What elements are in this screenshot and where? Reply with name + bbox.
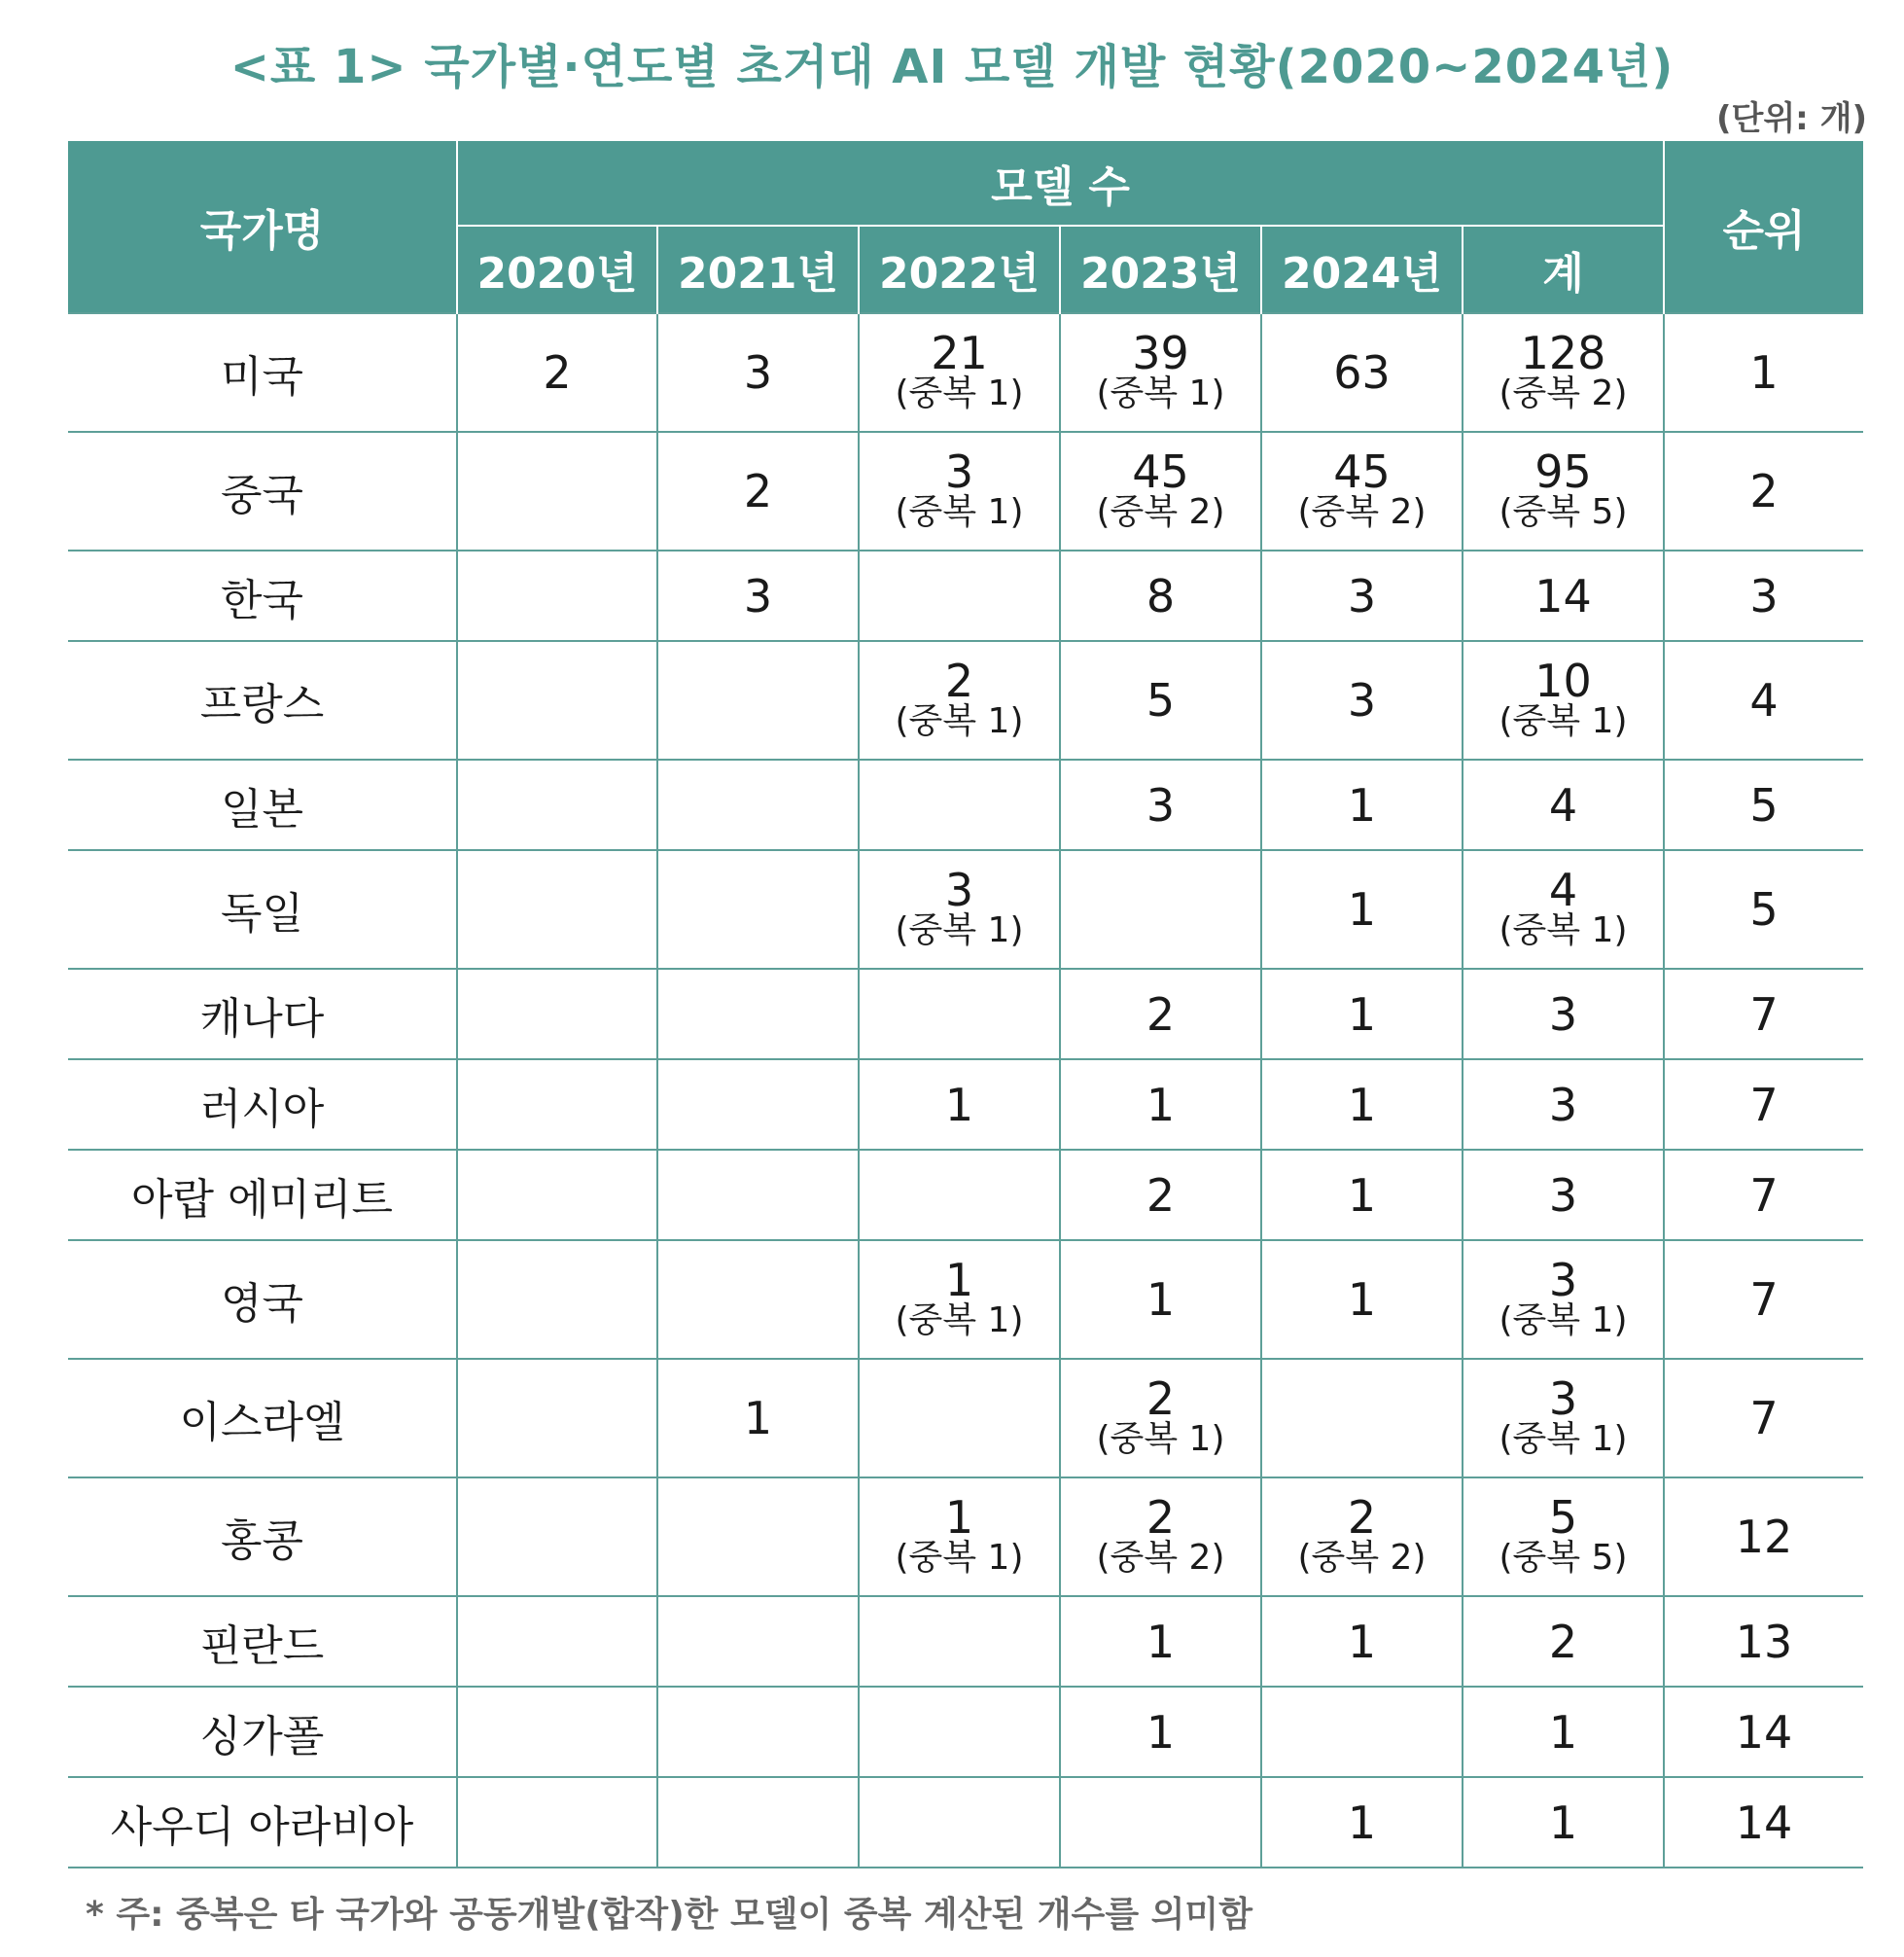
count-value: 3: [1548, 1078, 1578, 1131]
count-value: 3: [1548, 1168, 1578, 1222]
model-count-cell: [657, 1059, 859, 1150]
model-count-cell: [457, 432, 657, 551]
duplicate-count-note: (중복 1): [1499, 1300, 1628, 1340]
table-row: [68, 969, 1863, 1059]
rank-cell: 7: [1664, 969, 1863, 1059]
model-count-cell: [1261, 1777, 1463, 1868]
country-name-cell: 캐나다: [68, 969, 457, 1059]
table-row: [68, 1150, 1863, 1240]
country-name-cell: 프랑스: [68, 641, 457, 760]
model-count-cell: [457, 850, 657, 969]
model-count-cell: [457, 1059, 657, 1150]
model-count-cell: [1060, 850, 1261, 969]
header-country: 국가명: [68, 141, 457, 313]
model-count-cell: [657, 432, 859, 551]
header-rank: 순위: [1664, 141, 1863, 313]
count-value: 1: [1347, 778, 1377, 832]
count-value: 3: [1347, 569, 1377, 623]
model-count-cell: [1261, 1477, 1463, 1596]
duplicate-count-note: (중복 1): [1499, 701, 1628, 741]
country-name-cell: 홍콩: [68, 1477, 457, 1596]
table-row: [68, 641, 1863, 760]
count-value: 4: [1548, 864, 1578, 916]
model-count-cell: [1261, 1240, 1463, 1359]
duplicate-count-note: (중복 5): [1499, 492, 1628, 532]
model-count-cell: [457, 1687, 657, 1777]
model-count-cell: [457, 641, 657, 760]
country-name-cell: 사우디 아라비아: [68, 1777, 457, 1868]
model-count-cell: [1261, 313, 1463, 432]
country-name-cell: 아랍 에미리트: [68, 1150, 457, 1240]
model-count-cell: [457, 313, 657, 432]
model-count-cell: [859, 432, 1060, 551]
model-count-cell: [1060, 432, 1261, 551]
table-row: [68, 1477, 1863, 1596]
model-count-cell: [1261, 1687, 1463, 1777]
count-value: 2: [944, 655, 974, 707]
model-count-cell: [657, 313, 859, 432]
model-count-cell: [859, 1687, 1060, 1777]
model-count-cell: [657, 969, 859, 1059]
count-value: 2: [1146, 1491, 1176, 1544]
model-count-cell: [457, 1477, 657, 1596]
model-count-cell: [1463, 760, 1664, 850]
model-count-cell: [657, 1596, 859, 1687]
model-count-cell: [1060, 1240, 1261, 1359]
count-value: 3: [944, 445, 974, 498]
table-row: [68, 1359, 1863, 1477]
model-count-cell: [457, 551, 657, 641]
rank-cell: 14: [1664, 1777, 1863, 1868]
count-value: 10: [1534, 655, 1592, 707]
model-count-cell: [859, 641, 1060, 760]
model-count-cell: [657, 1240, 859, 1359]
model-count-cell: [1463, 1477, 1664, 1596]
model-count-cell: [657, 1477, 859, 1596]
count-value: 1: [1347, 1273, 1377, 1326]
duplicate-count-note: (중복 2): [1499, 374, 1628, 413]
country-name-cell: 중국: [68, 432, 457, 551]
model-count-cell: [1463, 1687, 1664, 1777]
count-value: 3: [1146, 778, 1176, 832]
model-count-cell: [1463, 313, 1664, 432]
model-count-cell: [1261, 1059, 1463, 1150]
header-year-2023: 2023년: [1060, 226, 1261, 313]
header-year-2021: 2021년: [657, 226, 859, 313]
model-count-cell: [657, 850, 859, 969]
model-count-cell: [1261, 969, 1463, 1059]
duplicate-count-note: (중복 1): [895, 1538, 1024, 1578]
table-row: [68, 1596, 1863, 1687]
model-count-cell: [1060, 969, 1261, 1059]
model-count-cell: [1463, 641, 1664, 760]
model-count-cell: [457, 1359, 657, 1477]
count-value: 1: [1548, 1705, 1578, 1759]
count-value: 39: [1132, 327, 1189, 379]
model-count-cell: [457, 1240, 657, 1359]
count-value: 45: [1333, 445, 1391, 498]
model-count-cell: [457, 1150, 657, 1240]
model-count-cell: [1060, 1150, 1261, 1240]
count-value: 3: [1548, 1254, 1578, 1306]
country-name-cell: 핀란드: [68, 1596, 457, 1687]
count-value: 1: [944, 1254, 974, 1306]
rank-cell: 7: [1664, 1359, 1863, 1477]
count-value: 1: [1347, 883, 1377, 936]
model-count-cell: [1060, 1059, 1261, 1150]
table-row: [68, 1777, 1863, 1868]
model-count-cell: [1261, 1150, 1463, 1240]
duplicate-count-note: (중복 1): [895, 910, 1024, 950]
duplicate-count-note: (중복 1): [895, 374, 1024, 413]
model-count-cell: [1261, 432, 1463, 551]
model-count-cell: [1060, 551, 1261, 641]
country-name-cell: 미국: [68, 313, 457, 432]
model-count-cell: [859, 1150, 1060, 1240]
count-value: 1: [1347, 1168, 1377, 1222]
count-value: 2: [1548, 1615, 1578, 1668]
count-value: 1: [944, 1491, 974, 1544]
header-model-count: 모델 수: [457, 141, 1664, 226]
model-count-cell: [859, 1359, 1060, 1477]
count-value: 2: [1347, 1491, 1377, 1544]
rank-cell: 14: [1664, 1687, 1863, 1777]
rank-cell: 7: [1664, 1059, 1863, 1150]
count-value: 1: [1146, 1273, 1176, 1326]
count-value: 1: [1347, 987, 1377, 1041]
count-value: 45: [1132, 445, 1189, 498]
count-value: 2: [543, 346, 572, 399]
table-row: [68, 313, 1863, 432]
count-value: 3: [1548, 1372, 1578, 1425]
model-count-cell: [1463, 1596, 1664, 1687]
count-value: 2: [743, 465, 773, 517]
unit-label: (단위: 개): [1715, 99, 1867, 138]
model-count-cell: [1060, 1687, 1261, 1777]
model-count-cell: [859, 1596, 1060, 1687]
model-count-cell: [657, 760, 859, 850]
duplicate-count-note: (중복 2): [1297, 492, 1427, 532]
rank-cell: 5: [1664, 760, 1863, 850]
model-count-cell: [1060, 641, 1261, 760]
count-value: 4: [1548, 778, 1578, 832]
rank-cell: 13: [1664, 1596, 1863, 1687]
table-row: [68, 850, 1863, 969]
model-count-cell: [1463, 1777, 1664, 1868]
rank-cell: 12: [1664, 1477, 1863, 1596]
duplicate-count-note: (중복 2): [1297, 1538, 1427, 1578]
count-value: 63: [1333, 346, 1391, 399]
table-row: [68, 551, 1863, 641]
model-count-cell: [1261, 641, 1463, 760]
count-value: 2: [1146, 1372, 1176, 1425]
header-year-2024: 2024년: [1261, 226, 1463, 313]
count-value: 3: [944, 864, 974, 916]
count-value: 1: [1146, 1078, 1176, 1131]
model-count-cell: [1463, 432, 1664, 551]
model-count-cell: [1463, 1059, 1664, 1150]
count-value: 3: [743, 569, 773, 623]
count-value: 5: [1548, 1491, 1578, 1544]
model-count-cell: [657, 1687, 859, 1777]
model-count-cell: [1261, 760, 1463, 850]
duplicate-count-note: (중복 1): [895, 1300, 1024, 1340]
duplicate-count-note: (중복 2): [1096, 1538, 1225, 1578]
model-count-cell: [859, 760, 1060, 850]
duplicate-count-note: (중복 2): [1096, 492, 1225, 532]
model-count-cell: [859, 313, 1060, 432]
count-value: 1: [944, 1078, 974, 1131]
table-row: [68, 1240, 1863, 1359]
count-value: 14: [1534, 569, 1592, 623]
rank-cell: 1: [1664, 313, 1863, 432]
model-count-cell: [1060, 1359, 1261, 1477]
model-count-cell: [1261, 1596, 1463, 1687]
duplicate-count-note: (중복 1): [1499, 910, 1628, 950]
table-body: [68, 313, 1863, 1868]
count-value: 95: [1534, 445, 1592, 498]
country-name-cell: 러시아: [68, 1059, 457, 1150]
model-count-cell: [859, 850, 1060, 969]
count-value: 3: [1347, 674, 1377, 727]
country-name-cell: 싱가폴: [68, 1687, 457, 1777]
table-row: [68, 1059, 1863, 1150]
duplicate-count-note: (중복 1): [1499, 1419, 1628, 1459]
country-name-cell: 한국: [68, 551, 457, 641]
model-count-cell: [1463, 1359, 1664, 1477]
duplicate-count-note: (중복 1): [895, 492, 1024, 532]
country-name-cell: 독일: [68, 850, 457, 969]
model-count-cell: [1463, 969, 1664, 1059]
count-value: 3: [743, 346, 773, 399]
model-count-cell: [457, 1777, 657, 1868]
model-count-cell: [859, 1777, 1060, 1868]
header-year-2022: 2022년: [859, 226, 1060, 313]
model-count-cell: [1261, 850, 1463, 969]
count-value: 1: [1548, 1796, 1578, 1849]
model-count-cell: [1261, 1359, 1463, 1477]
model-count-cell: [1060, 1596, 1261, 1687]
model-count-cell: [1463, 1150, 1664, 1240]
model-count-cell: [657, 551, 859, 641]
rank-cell: 4: [1664, 641, 1863, 760]
model-count-cell: [859, 1240, 1060, 1359]
model-count-cell: [657, 1359, 859, 1477]
model-count-cell: [859, 551, 1060, 641]
model-count-cell: [1060, 1477, 1261, 1596]
model-count-cell: [457, 1596, 657, 1687]
count-value: 1: [1347, 1796, 1377, 1849]
count-value: 5: [1146, 674, 1176, 727]
model-count-cell: [1060, 760, 1261, 850]
rank-cell: 7: [1664, 1150, 1863, 1240]
table-row: [68, 760, 1863, 850]
model-count-cell: [457, 760, 657, 850]
model-count-cell: [657, 641, 859, 760]
table-row: [68, 1687, 1863, 1777]
count-value: 128: [1520, 327, 1606, 379]
model-count-cell: [657, 1777, 859, 1868]
duplicate-count-note: (중복 1): [1096, 374, 1225, 413]
header-year-2020: 2020년: [457, 226, 657, 313]
count-value: 1: [1146, 1615, 1176, 1668]
count-value: 1: [1347, 1078, 1377, 1131]
table-row: [68, 432, 1863, 551]
count-value: 1: [1146, 1705, 1176, 1759]
model-count-cell: [457, 969, 657, 1059]
duplicate-count-note: (중복 1): [895, 701, 1024, 741]
model-count-cell: [1060, 313, 1261, 432]
count-value: 1: [1347, 1615, 1377, 1668]
model-count-cell: [1060, 1777, 1261, 1868]
count-value: 1: [743, 1392, 773, 1444]
table-title: <표 1> 국가별·연도별 초거대 AI 모델 개발 현황(2020~2024년): [229, 40, 1675, 94]
footnote: * 주: 중복은 타 국가와 공동개발(합작)한 모델이 중복 계산된 개수를 의미함: [86, 1895, 1252, 1935]
count-value: 8: [1146, 569, 1176, 623]
rank-cell: 2: [1664, 432, 1863, 551]
duplicate-count-note: (중복 1): [1096, 1419, 1225, 1459]
count-value: 3: [1548, 987, 1578, 1041]
count-value: 2: [1146, 1168, 1176, 1222]
model-count-cell: [859, 1059, 1060, 1150]
duplicate-count-note: (중복 5): [1499, 1538, 1628, 1578]
model-count-cell: [1463, 551, 1664, 641]
country-name-cell: 영국: [68, 1240, 457, 1359]
rank-cell: 7: [1664, 1240, 1863, 1359]
rank-cell: 3: [1664, 551, 1863, 641]
header-total: 계: [1463, 226, 1664, 313]
model-count-cell: [859, 969, 1060, 1059]
model-count-cell: [1261, 551, 1463, 641]
model-count-cell: [859, 1477, 1060, 1596]
model-count-cell: [1463, 850, 1664, 969]
count-value: 21: [931, 327, 988, 379]
model-count-cell: [657, 1150, 859, 1240]
country-name-cell: 이스라엘: [68, 1359, 457, 1477]
rank-cell: 5: [1664, 850, 1863, 969]
count-value: 2: [1146, 987, 1176, 1041]
model-count-cell: [1463, 1240, 1664, 1359]
country-name-cell: 일본: [68, 760, 457, 850]
model-count-table: [68, 141, 1863, 1868]
